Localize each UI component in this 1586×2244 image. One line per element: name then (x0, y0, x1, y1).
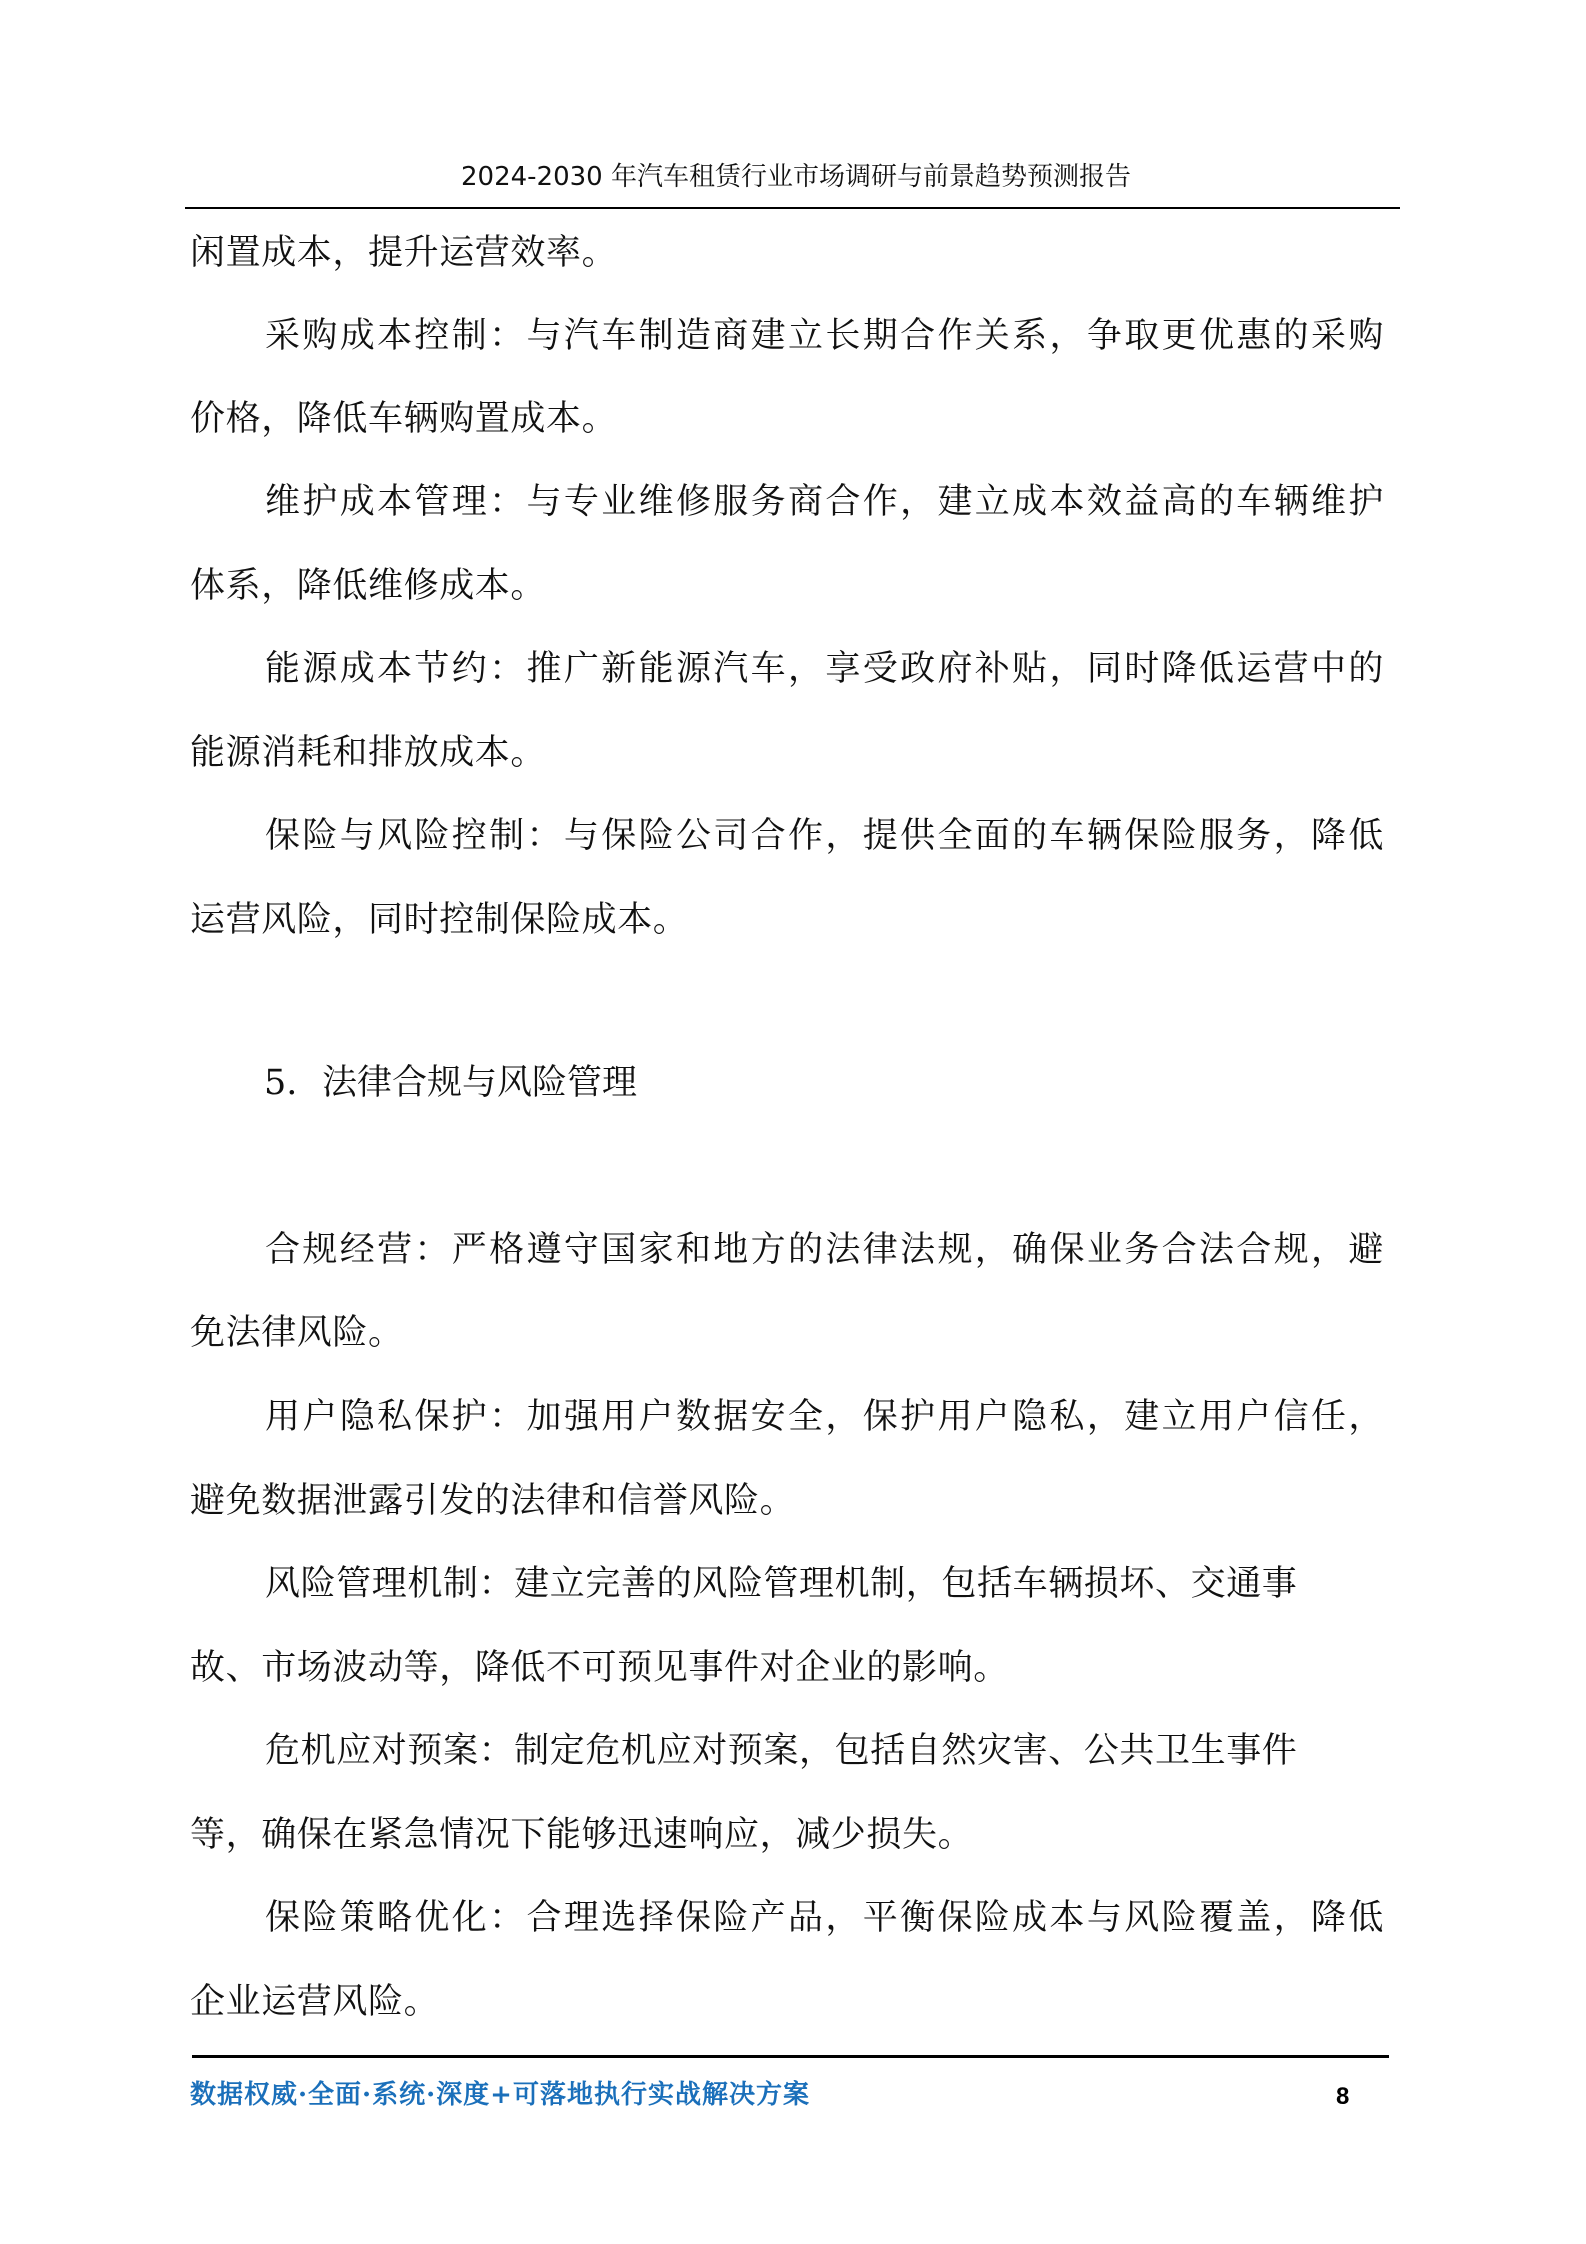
paragraph-line: 运营风险，同时控制保险成本。 (190, 900, 689, 940)
paragraph-line: 闲置成本，提升运营效率。 (190, 233, 618, 273)
paragraph-line: 故、市场波动等，降低不可预见事件对企业的影响。 (190, 1648, 1009, 1688)
paragraph-line: 能源消耗和排放成本。 (190, 733, 547, 773)
paragraph-line: 风险管理机制：建立完善的风险管理机制，包括车辆损坏、交通事 (265, 1564, 1298, 1604)
paragraph-line: 企业运营风险。 (190, 1982, 440, 2022)
paragraph-line: 价格，降低车辆购置成本。 (190, 399, 618, 439)
paragraph-line: 免法律风险。 (190, 1313, 404, 1353)
paragraph-line: 能源成本节约：推广新能源汽车，享受政府补贴，同时降低运营中的 (265, 649, 1384, 689)
paragraph-line: 保险与风险控制：与保险公司合作，提供全面的车辆保险服务，降低 (265, 816, 1384, 856)
section-title: 法律合规与风险管理 (322, 1063, 638, 1103)
paragraph-line: 合规经营：严格遵守国家和地方的法律法规，确保业务合法合规，避 (265, 1230, 1384, 1270)
section-heading (264, 1055, 637, 1111)
paragraph-line: 维护成本管理：与专业维修服务商合作，建立成本效益高的车辆维护 (265, 482, 1384, 522)
paragraph-line: 危机应对预案：制定危机应对预案，包括自然灾害、公共卫生事件 (265, 1731, 1298, 1771)
paragraph-line: 避免数据泄露引发的法律和信誉风险。 (190, 1481, 796, 1521)
header-divider (185, 207, 1400, 209)
paragraph-line: 用户隐私保护：加强用户数据安全，保护用户隐私，建立用户信任， (265, 1397, 1384, 1437)
page-number: 8 (1336, 2083, 1350, 2110)
report-title: 2024-2030 年汽车租赁行业市场调研与前景趋势预测报告 (461, 162, 1131, 192)
paragraph-line: 采购成本控制：与汽车制造商建立长期合作关系，争取更优惠的采购 (265, 316, 1384, 356)
paragraph-line: 保险策略优化：合理选择保险产品，平衡保险成本与风险覆盖，降低 (265, 1898, 1384, 1938)
paragraph-line: 等，确保在紧急情况下能够迅速响应，减少损失。 (190, 1815, 974, 1855)
footer-slogan: 数据权威·全面·系统·深度+可落地执行实战解决方案 (190, 2080, 810, 2110)
section-number: 5. (264, 1063, 298, 1103)
paragraph-line: 体系，降低维修成本。 (190, 566, 547, 606)
footer-divider (192, 2055, 1389, 2058)
